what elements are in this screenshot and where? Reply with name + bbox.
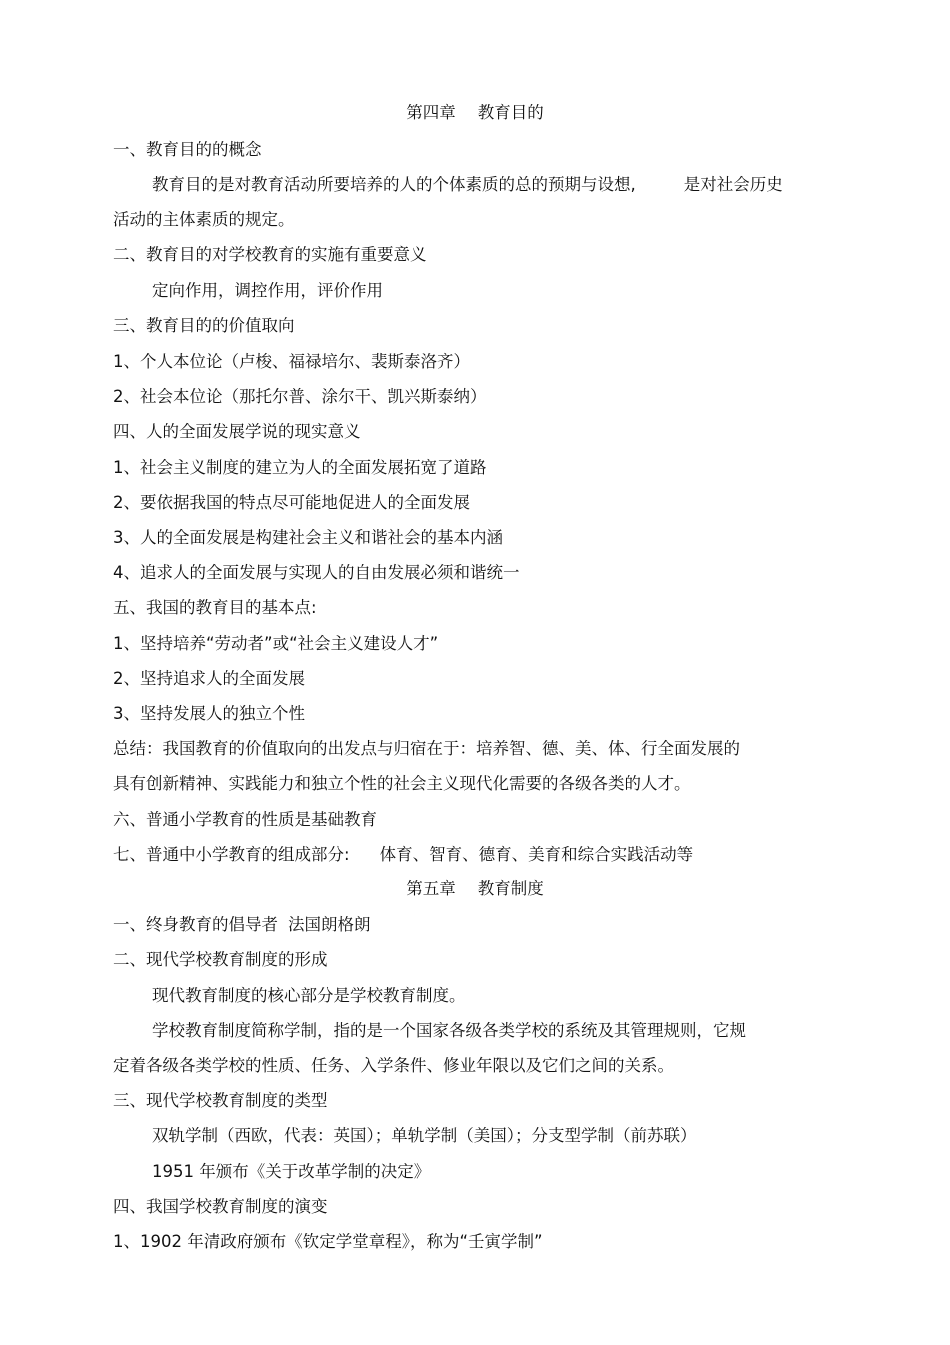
ch4-section5-item1: 1、坚持培养“劳动者”或“社会主义建设人才” <box>113 634 439 653</box>
ch4-section3-heading: 三、教育目的的价值取向 <box>113 316 295 335</box>
ch4-section6-heading: 六、普通小学教育的性质是基础教育 <box>113 810 377 829</box>
ch4-section2-heading: 二、教育目的对学校教育的实施有重要意义 <box>113 245 427 264</box>
chapter5-title <box>0 879 950 899</box>
ch5-section3-para2: 1951 年颁布《关于改革学制的决定》 <box>152 1162 431 1181</box>
ch4-section5-item3: 3、坚持发展人的独立个性 <box>113 704 305 723</box>
chapter5-name: 教育制度 <box>477 879 544 898</box>
ch4-section5-item2: 2、坚持追求人的全面发展 <box>113 669 305 688</box>
ch4-section1-para-line2: 活动的主体素质的规定。 <box>113 210 295 229</box>
ch4-section4-heading: 四、人的全面发展学说的现实意义 <box>113 422 361 441</box>
ch5-section4-item1: 1、1902 年清政府颁布《钦定学堂章程》，称为“壬寅学制” <box>113 1232 543 1251</box>
ch4-section4-item1: 1、社会主义制度的建立为人的全面发展拓宽了道路 <box>113 458 487 477</box>
ch5-section2-para2-line2: 定着各级各类学校的性质、任务、入学条件、修业年限以及它们之间的关系。 <box>113 1056 674 1075</box>
ch4-section5-heading: 五、我国的教育目的基本点: <box>113 598 317 617</box>
ch4-section4-item3: 3、人的全面发展是构建社会主义和谐社会的基本内涵 <box>113 528 503 547</box>
ch4-summary-line2: 具有创新精神、实践能力和独立个性的社会主义现代化需要的各级各类的人才。 <box>113 774 691 793</box>
chapter5-number: 第五章 <box>406 879 456 898</box>
ch4-section4-item2: 2、要依据我国的特点尽可能地促进人的全面发展 <box>113 493 470 512</box>
ch5-section3-heading: 三、现代学校教育制度的类型 <box>113 1091 328 1110</box>
ch5-section2-heading: 二、现代学校教育制度的形成 <box>113 950 328 969</box>
ch4-section7-heading: 七、普通中小学教育的组成部分: 体育、智育、德育、美育和综合实践活动等 <box>113 845 694 864</box>
ch4-section3-item2: 2、社会本位论（那托尔普、涂尔干、凯兴斯泰纳） <box>113 387 487 406</box>
chapter4-number: 第四章 <box>406 103 456 122</box>
ch5-section2-para1: 现代教育制度的核心部分是学校教育制度。 <box>152 986 466 1005</box>
ch4-section3-item1: 1、个人本位论（卢梭、福禄培尔、裴斯泰洛齐） <box>113 352 470 371</box>
chapter4-title <box>0 103 950 123</box>
ch4-section2-para: 定向作用，调控作用，评价作用 <box>152 281 383 300</box>
chapter4-name: 教育目的 <box>477 103 544 122</box>
ch5-section4-heading: 四、我国学校教育制度的演变 <box>113 1197 328 1216</box>
ch4-summary-line1: 总结：我国教育的价值取向的出发点与归宿在于：培养智、德、美、体、行全面发展的 <box>113 739 740 758</box>
ch4-section1-heading: 一、教育目的的概念 <box>113 140 262 159</box>
ch5-section3-para1: 双轨学制（西欧，代表：英国）；单轨学制（美国）；分支型学制（前苏联） <box>152 1126 697 1145</box>
ch4-section1-para-line1: 教育目的是对教育活动所要培养的人的个体素质的总的预期与设想, 是对社会历史 <box>152 175 783 194</box>
ch5-section2-para2-line1: 学校教育制度简称学制，指的是一个国家各级各类学校的系统及其管理规则，它规 <box>152 1021 746 1040</box>
ch4-section4-item4: 4、追求人的全面发展与实现人的自由发展必须和谐统一 <box>113 563 520 582</box>
ch5-section1-heading: 一、终身教育的倡导者 法国朗格朗 <box>113 915 371 934</box>
